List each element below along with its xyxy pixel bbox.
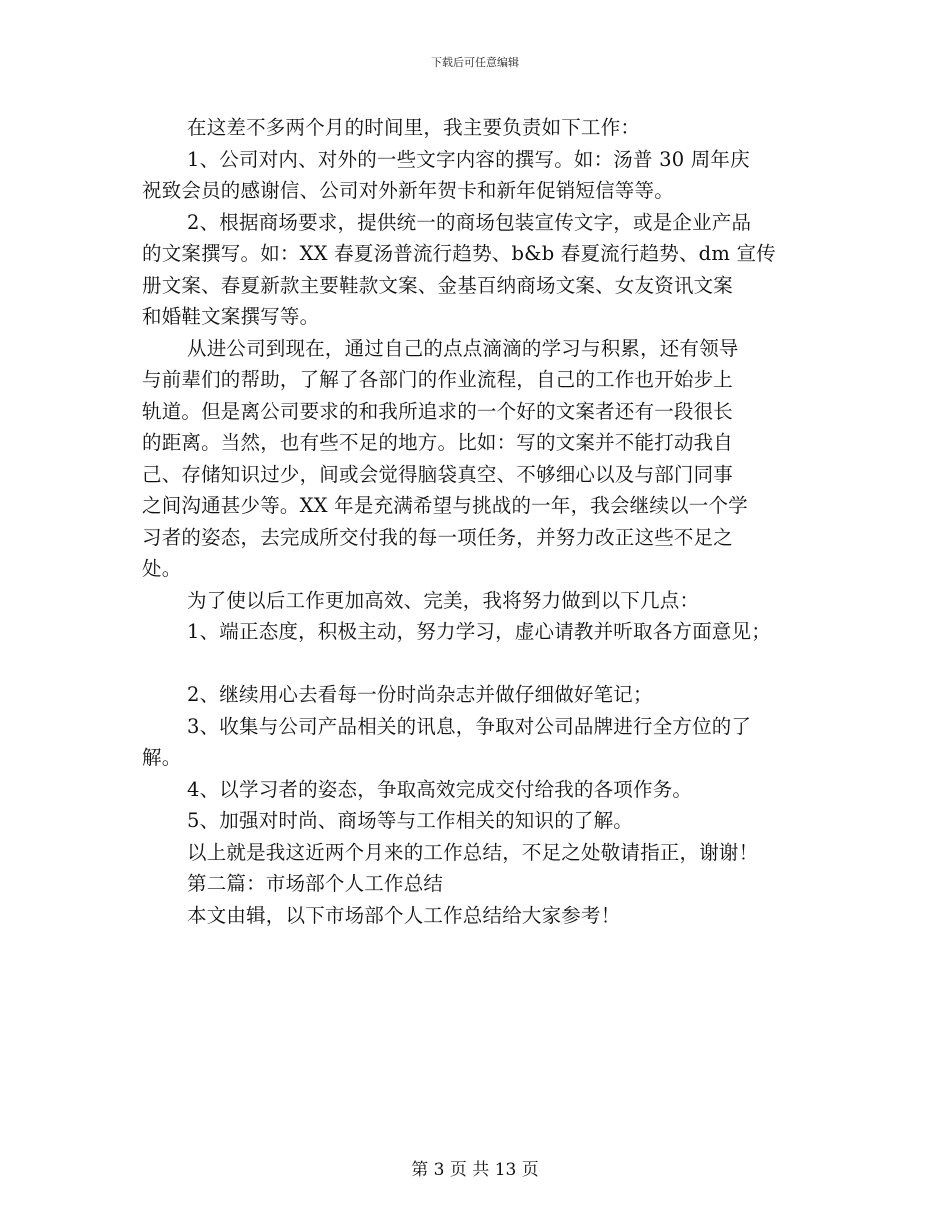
- text-line: 的文案撰写。如：XX 春夏汤普流行趋势、b&b 春夏流行趋势、dm 宣传: [142, 242, 776, 265]
- text-line: 与前辈们的帮助，了解了各部门的作业流程，自己的工作也开始步上: [142, 368, 734, 391]
- text-line: 和婚鞋文案撰写等。: [142, 305, 320, 328]
- text-line: 2、继续用心去看每一份时尚杂志并做仔细做好笔记；: [187, 683, 653, 706]
- text-line: 1、端正态度，积极主动，努力学习，虚心请教并听取各方面意见；: [187, 620, 771, 643]
- text-line: 习者的姿态，去完成所交付我的每一项任务，并努力改正这些不足之: [142, 525, 734, 549]
- text-line: 4、以学习者的姿态，争取高效完成交付给我的各项作务。: [187, 777, 693, 801]
- text-line: 本文由辑，以下市场部个人工作总结给大家参考！: [187, 903, 621, 927]
- document-body: [142, 112, 817, 931]
- text-line: 祝致会员的感谢信、公司对外新年贺卡和新年促销短信等等。: [142, 179, 674, 202]
- text-line: 5、加强对时尚、商场等与工作相关的知识的了解。: [187, 809, 634, 832]
- text-line: 为了使以后工作更加高效、完美，我将努力做到以下几点：: [187, 588, 700, 612]
- text-line: 之间沟通甚少等。XX 年是充满希望与挑战的一年，我会继续以一个学: [142, 494, 748, 517]
- text-line: 己、存储知识过少，间或会觉得脑袋真空、不够细心以及与部门同事: [142, 462, 734, 486]
- text-line: 以上就是我这近两个月来的工作总结，不足之处敬请指正，谢谢！: [187, 840, 759, 864]
- text-line: 1、公司对内、对外的一些文字内容的撰写。如：汤普 30 周年庆: [187, 147, 750, 171]
- text-line: 第二篇：市场部个人工作总结: [187, 872, 444, 895]
- text-line: 轨道。但是离公司要求的和我所追求的一个好的文案者还有一段很长: [142, 399, 734, 423]
- text-line: 2、根据商场要求，提供统一的商场包装宣传文字，或是企业产品: [187, 210, 752, 234]
- page-footer: 第 3 页 共 13 页: [411, 1160, 539, 1180]
- text-line: 从进公司到现在，通过自己的点点滴滴的学习与积累，还有领导: [187, 336, 739, 360]
- text-line: 解。: [142, 746, 182, 769]
- text-line: 在这差不多两个月的时间里，我主要负责如下工作：: [187, 116, 641, 139]
- text-line: 的距离。当然，也有些不足的地方。比如：写的文案并不能打动我自: [142, 431, 734, 454]
- text-line: 处。: [142, 557, 182, 580]
- text-line: 3、收集与公司产品相关的讯息，争取对公司品牌进行全方位的了: [187, 714, 752, 738]
- page-header: 下载后可任意编辑: [431, 56, 519, 69]
- blank-line: [142, 648, 817, 680]
- text-line: 册文案、春夏新款主要鞋款文案、金基百纳商场文案、女友资讯文案: [142, 273, 734, 297]
